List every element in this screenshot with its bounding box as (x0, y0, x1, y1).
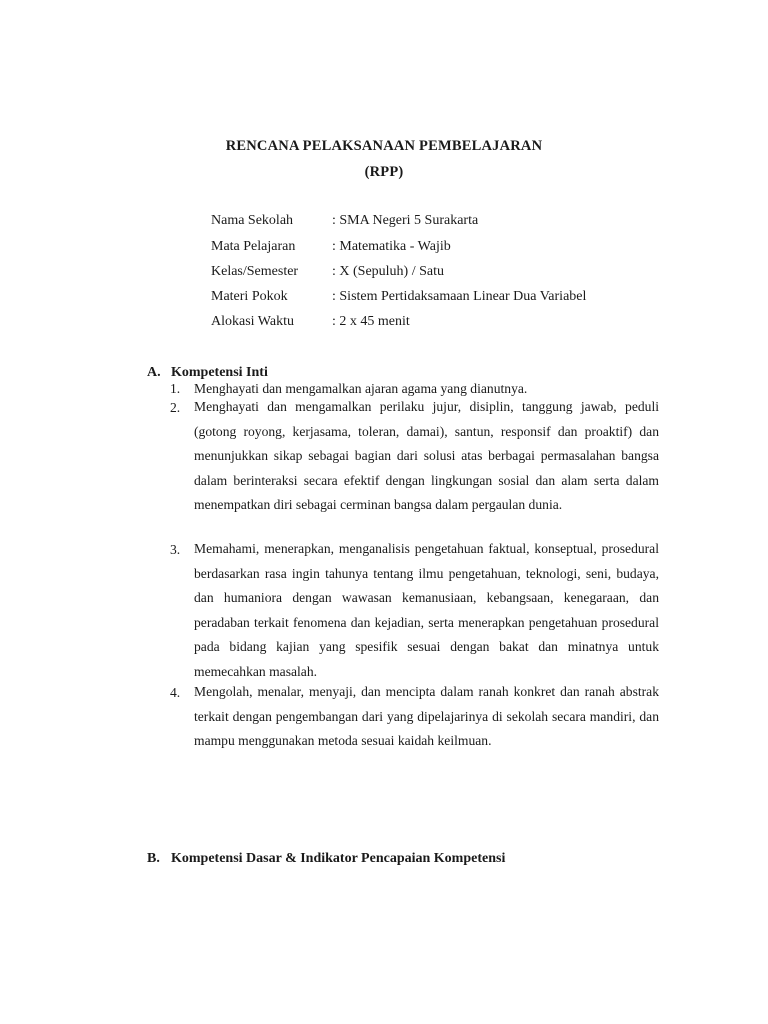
section-title: Kompetensi Dasar & Indikator Pencapaian Kompetensi (171, 851, 506, 866)
section-letter: B. (147, 851, 160, 866)
meta-value: : X (Sepuluh) / Satu (332, 264, 444, 279)
list-item-text: Mengolah, menalar, menyaji, dan mencipta dalam ranah konkret dan ranah abstrak terkait dengan pengembangan dari yang dipelajarinya di sekolah secara mandiri, dan mampu menggunakan metoda sesuai kaidah keilmuan. (194, 684, 659, 749)
list-item-number: 4. (170, 685, 181, 700)
list-item-text: Memahami, menerapkan, menganalisis pengetahuan faktual, konseptual, prosedural berdasarkan rasa ingin tahunya tentang ilmu pengetahuan, teknologi, seni, budaya, dan humaniora dengan wawasan kemanusiaan, kebangsaan, kenegaraan, dan peradaban terkait fenomena dan kejadian, serta menerapkan pengetahuan prosedural pada bidang kajian yang spesifik sesuai dengan bakat dan minatnya untuk memecahkan masalah. (194, 541, 659, 679)
meta-label: Alokasi Waktu (211, 314, 294, 329)
list-item-number: 3. (170, 542, 181, 557)
section-b-heading (147, 851, 505, 867)
document-subtitle: (RPP) (364, 164, 404, 180)
meta-value: : Sistem Pertidaksamaan Linear Dua Variabel (332, 289, 587, 304)
meta-label: Nama Sekolah (211, 213, 294, 228)
section-a-heading (147, 365, 268, 381)
section-title: Kompetensi Inti (171, 365, 268, 380)
section-letter: A. (147, 365, 161, 380)
meta-value: : SMA Negeri 5 Surakarta (332, 213, 479, 228)
list-item-text: Menghayati dan mengamalkan ajaran agama yang dianutnya. (194, 381, 528, 396)
list-item-number: 1. (170, 381, 181, 396)
list-item-text: Menghayati dan mengamalkan perilaku jujur, disiplin, tanggung jawab, peduli (gotong royong, kerjasama, toleran, damai), santun, responsif dan proaktif) dan menunjukkan sikap sebagai bagian dari solusi atas berbagai permasalahan bangsa dalam berinteraksi secara efektif dengan lingkungan sosial dan alam serta dalam menempatkan diri sebagai cerminan bangsa dalam pergaulan dunia. (194, 399, 659, 513)
meta-label: Mata Pelajaran (211, 239, 296, 254)
meta-label: Materi Pokok (211, 289, 288, 304)
meta-value: : 2 x 45 menit (332, 314, 410, 329)
document-title: RENCANA PELAKSANAAN PEMBELAJARAN (225, 138, 543, 154)
meta-label: Kelas/Semester (211, 264, 299, 279)
list-item-number: 2. (170, 400, 181, 415)
meta-value: : Matematika - Wajib (332, 239, 451, 254)
